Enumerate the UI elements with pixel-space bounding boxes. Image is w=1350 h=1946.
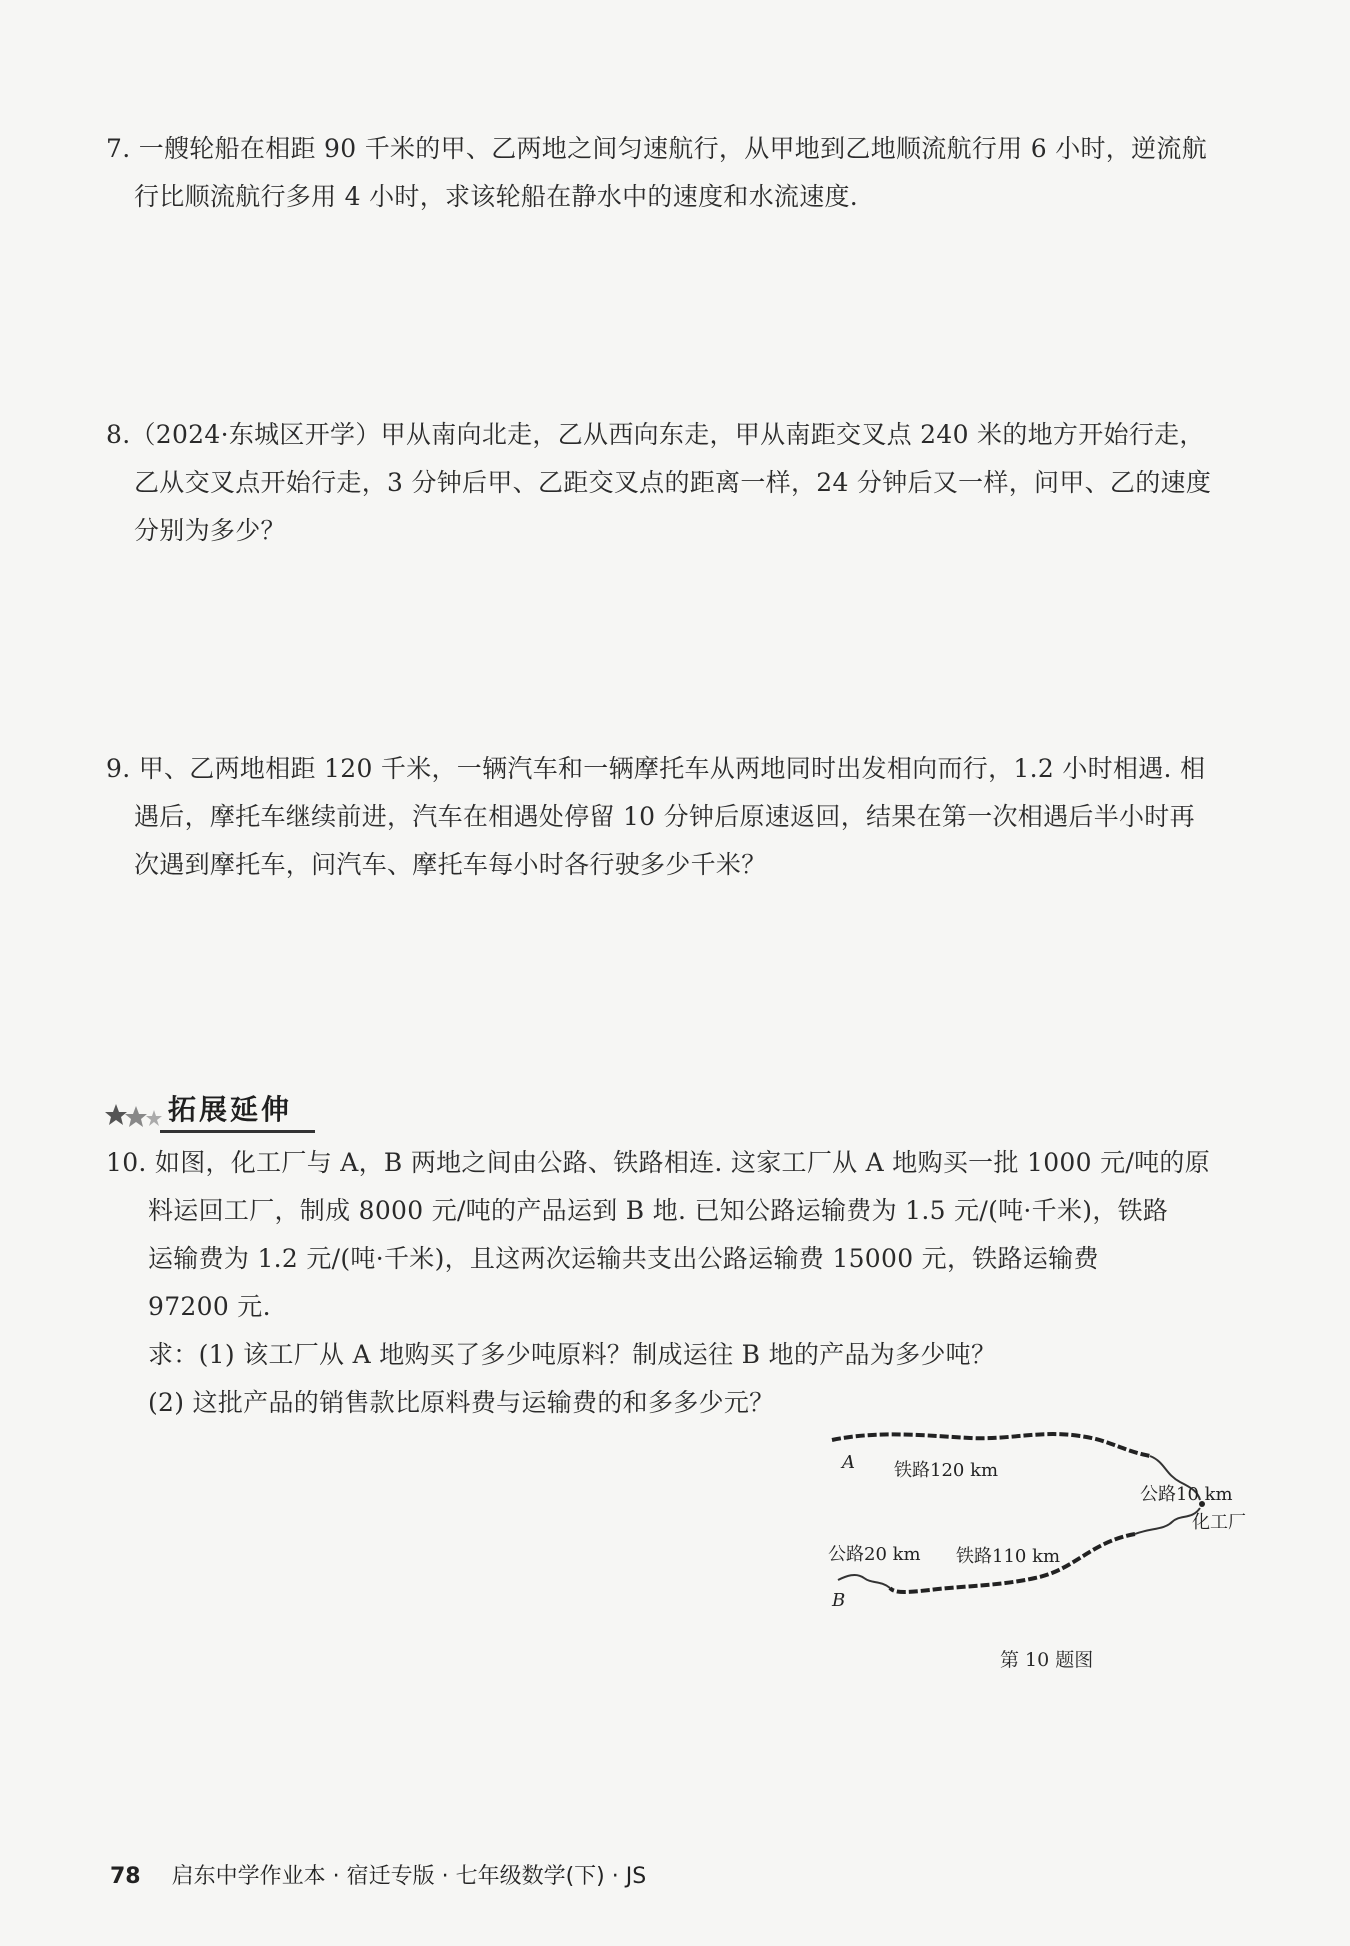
- page-number: 78: [110, 1864, 141, 1889]
- problem-10-line-1: 10. 如图，化工厂与 A，B 两地之间由公路、铁路相连. 这家工厂从 A 地购买一批 1000 元/吨的原: [106, 1148, 1211, 1177]
- stars-icon: [104, 1100, 164, 1132]
- problem-9-line-2: 遇后，摩托车继续前进，汽车在相遇处停留 10 分钟后原速返回，结果在第一次相遇后半小时再: [134, 802, 1195, 831]
- label-rail-top: 铁路120 km: [894, 1460, 999, 1481]
- label-factory: 化工厂: [1192, 1512, 1246, 1533]
- label-a: A: [842, 1452, 855, 1473]
- problem-8-line-2: 乙从交叉点开始行走，3 分钟后甲、乙距交叉点的距离一样，24 分钟后又一样，问甲、乙的速度: [134, 468, 1212, 497]
- page-footer: [110, 1862, 646, 1892]
- problem-7-line-1: 7. 一艘轮船在相距 90 千米的甲、乙两地之间匀速航行，从甲地到乙地顺流航行用 6 小时，逆流航: [106, 134, 1208, 163]
- problem-9-line-1: 9. 甲、乙两地相距 120 千米，一辆汽车和一辆摩托车从两地同时出发相向而行，1.2 小时相遇. 相: [106, 754, 1206, 783]
- road-left: [838, 1575, 890, 1588]
- route-diagram: [820, 1430, 1280, 1620]
- figure-caption: 第 10 题图: [1000, 1649, 1094, 1671]
- railway-top: [832, 1434, 1150, 1456]
- problem-10-line-2: 料运回工厂，制成 8000 元/吨的产品运到 B 地. 已知公路运输费为 1.5 元/(吨·千米)，铁路: [148, 1196, 1169, 1225]
- problem-7-line-2: 行比顺流航行多用 4 小时，求该轮船在静水中的速度和水流速度.: [134, 182, 859, 211]
- problem-10-line-3: 运输费为 1.2 元/(吨·千米)，且这两次运输共支出公路运输费 15000 元，铁路运输费: [148, 1244, 1099, 1273]
- problem-8-line-3: 分别为多少？: [134, 516, 286, 545]
- problem-8-line-1: 8.（2024·东城区开学）甲从南向北走，乙从西向东走，甲从南距交叉点 240 米的地方开始行走，: [106, 420, 1205, 449]
- label-road-left: 公路20 km: [828, 1544, 921, 1565]
- label-road-right: 公路10 km: [1140, 1484, 1233, 1505]
- label-rail-bottom: 铁路110 km: [956, 1546, 1061, 1567]
- road-lower-right: [1135, 1508, 1200, 1534]
- section-title: 拓展延伸: [168, 1093, 293, 1126]
- book-title: 启东中学作业本 · 宿迁专版 · 七年级数学(下) · JS: [171, 1864, 647, 1889]
- problem-10-line-5: 求：(1) 该工厂从 A 地购买了多少吨原料？制成运往 B 地的产品为多少吨？: [148, 1340, 997, 1369]
- section-underline: [160, 1130, 315, 1133]
- problem-10-line-4: 97200 元.: [148, 1292, 271, 1321]
- label-b: B: [832, 1590, 846, 1611]
- section-header: [104, 1092, 319, 1130]
- problem-10-line-6: (2) 这批产品的销售款比原料费与运输费的和多多少元？: [148, 1388, 775, 1417]
- problem-9-line-3: 次遇到摩托车，问汽车、摩托车每小时各行驶多少千米？: [134, 850, 767, 879]
